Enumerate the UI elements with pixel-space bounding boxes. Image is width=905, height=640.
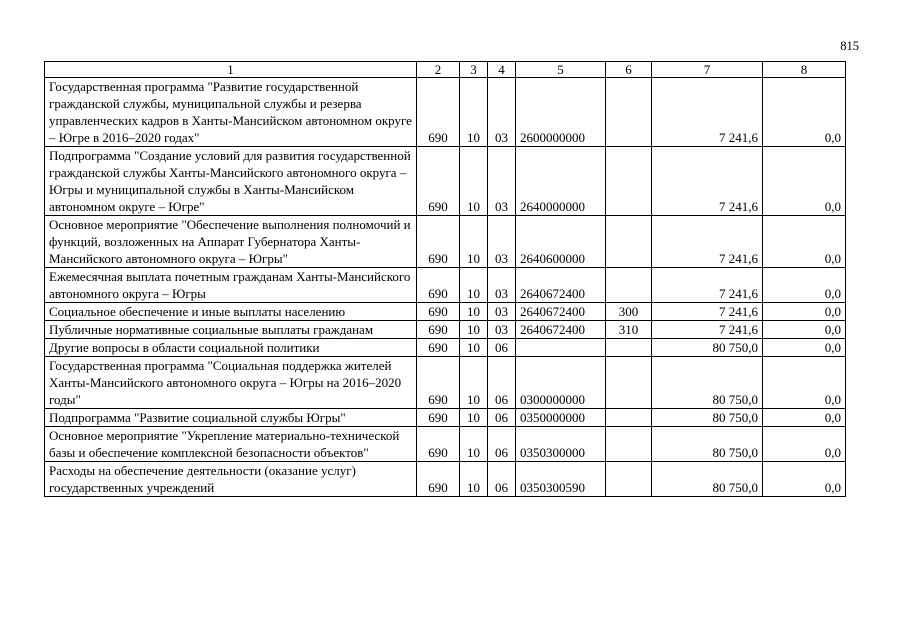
cell-admin-code: 690 — [417, 462, 460, 497]
row-name: Расходы на обеспечение деятельности (оказание услуг) государственных учреждений — [45, 462, 417, 497]
column-header: 8 — [763, 62, 846, 78]
cell-subsection: 03 — [488, 303, 516, 321]
table-row — [45, 462, 846, 497]
cell-section: 10 — [460, 147, 488, 216]
cell-amount: 7 241,6 — [652, 216, 763, 268]
cell-amount: 7 241,6 — [652, 303, 763, 321]
cell-subsection: 03 — [488, 268, 516, 303]
row-name: Публичные нормативные социальные выплаты гражданам — [45, 321, 417, 339]
cell-section: 10 — [460, 216, 488, 268]
cell-expense-type — [606, 78, 652, 147]
row-name: Социальное обеспечение и иные выплаты населению — [45, 303, 417, 321]
cell-target-article: 0350300000 — [516, 427, 606, 462]
row-name: Государственная программа "Социальная поддержка жителей Ханты-Мансийского автономного округа – Югры на 2016–2020 годы" — [45, 357, 417, 409]
row-name: Подпрограмма "Развитие социальной службы Югры" — [45, 409, 417, 427]
cell-target-article: 2640672400 — [516, 268, 606, 303]
table-row — [45, 303, 846, 321]
cell-section: 10 — [460, 357, 488, 409]
table-row — [45, 78, 846, 147]
cell-amount: 7 241,6 — [652, 321, 763, 339]
budget-table — [44, 61, 846, 497]
cell-target-article: 2640672400 — [516, 321, 606, 339]
table-row — [45, 216, 846, 268]
table-row — [45, 147, 846, 216]
cell-amount: 80 750,0 — [652, 409, 763, 427]
cell-expense-type — [606, 427, 652, 462]
cell-amount: 7 241,6 — [652, 147, 763, 216]
cell-section: 10 — [460, 303, 488, 321]
row-name: Государственная программа "Развитие государственной гражданской службы, муниципальной службы и резерва управленческих кадров в Ханты-Мансийском автономном округе – Югре в 2016–2020 годах" — [45, 78, 417, 147]
row-name: Ежемесячная выплата почетным гражданам Ханты-Мансийского автономного округа – Югры — [45, 268, 417, 303]
cell-subsection: 03 — [488, 216, 516, 268]
table-row — [45, 339, 846, 357]
cell-amount-federal: 0,0 — [763, 339, 846, 357]
row-name: Основное мероприятие "Обеспечение выполнения полномочий и функций, возложенных на Аппарат Губернатора Ханты-Мансийского автономного округа – Югры" — [45, 216, 417, 268]
column-header: 5 — [516, 62, 606, 78]
cell-subsection: 06 — [488, 339, 516, 357]
cell-expense-type — [606, 462, 652, 497]
cell-target-article — [516, 339, 606, 357]
cell-admin-code: 690 — [417, 409, 460, 427]
column-header: 2 — [417, 62, 460, 78]
cell-subsection: 06 — [488, 427, 516, 462]
cell-expense-type — [606, 268, 652, 303]
cell-admin-code: 690 — [417, 303, 460, 321]
cell-amount-federal: 0,0 — [763, 462, 846, 497]
cell-amount-federal: 0,0 — [763, 427, 846, 462]
cell-amount: 80 750,0 — [652, 357, 763, 409]
column-header: 3 — [460, 62, 488, 78]
cell-subsection: 06 — [488, 409, 516, 427]
cell-expense-type — [606, 216, 652, 268]
cell-target-article: 2640672400 — [516, 303, 606, 321]
cell-target-article: 0350300590 — [516, 462, 606, 497]
cell-expense-type: 300 — [606, 303, 652, 321]
cell-subsection: 03 — [488, 321, 516, 339]
cell-subsection: 03 — [488, 147, 516, 216]
cell-admin-code: 690 — [417, 268, 460, 303]
cell-section: 10 — [460, 268, 488, 303]
cell-amount-federal: 0,0 — [763, 268, 846, 303]
header-row — [45, 62, 846, 78]
cell-subsection: 06 — [488, 357, 516, 409]
cell-section: 10 — [460, 78, 488, 147]
cell-expense-type — [606, 339, 652, 357]
cell-amount-federal: 0,0 — [763, 216, 846, 268]
column-header: 7 — [652, 62, 763, 78]
cell-expense-type — [606, 147, 652, 216]
cell-section: 10 — [460, 321, 488, 339]
table-row — [45, 427, 846, 462]
cell-expense-type — [606, 357, 652, 409]
cell-target-article: 2640000000 — [516, 147, 606, 216]
cell-section: 10 — [460, 339, 488, 357]
column-header: 1 — [45, 62, 417, 78]
cell-admin-code: 690 — [417, 321, 460, 339]
cell-expense-type: 310 — [606, 321, 652, 339]
cell-admin-code: 690 — [417, 339, 460, 357]
table-row — [45, 268, 846, 303]
cell-admin-code: 690 — [417, 78, 460, 147]
cell-amount-federal: 0,0 — [763, 303, 846, 321]
cell-subsection: 03 — [488, 78, 516, 147]
cell-section: 10 — [460, 409, 488, 427]
row-name: Другие вопросы в области социальной политики — [45, 339, 417, 357]
cell-admin-code: 690 — [417, 357, 460, 409]
cell-amount: 80 750,0 — [652, 462, 763, 497]
cell-admin-code: 690 — [417, 147, 460, 216]
cell-expense-type — [606, 409, 652, 427]
cell-amount: 80 750,0 — [652, 427, 763, 462]
row-name: Подпрограмма "Создание условий для развития государственной гражданской службы Ханты-Мансийского автономного округа – Югры и муниципальной службы в Ханты-Мансийском автономном округе – Югре" — [45, 147, 417, 216]
cell-target-article: 2640600000 — [516, 216, 606, 268]
row-name: Основное мероприятие "Укрепление материально-технической базы и обеспечение комплексной безопасности объектов" — [45, 427, 417, 462]
page-number: 815 — [840, 39, 859, 53]
cell-amount-federal: 0,0 — [763, 321, 846, 339]
table-row — [45, 357, 846, 409]
cell-amount: 80 750,0 — [652, 339, 763, 357]
column-header: 4 — [488, 62, 516, 78]
cell-subsection: 06 — [488, 462, 516, 497]
cell-amount: 7 241,6 — [652, 268, 763, 303]
cell-amount-federal: 0,0 — [763, 78, 846, 147]
cell-amount: 7 241,6 — [652, 78, 763, 147]
cell-target-article: 2600000000 — [516, 78, 606, 147]
cell-target-article: 0350000000 — [516, 409, 606, 427]
table-row — [45, 321, 846, 339]
cell-admin-code: 690 — [417, 427, 460, 462]
cell-admin-code: 690 — [417, 216, 460, 268]
cell-amount-federal: 0,0 — [763, 357, 846, 409]
cell-section: 10 — [460, 427, 488, 462]
cell-target-article: 0300000000 — [516, 357, 606, 409]
table-row — [45, 409, 846, 427]
column-header: 6 — [606, 62, 652, 78]
cell-amount-federal: 0,0 — [763, 147, 846, 216]
cell-section: 10 — [460, 462, 488, 497]
cell-amount-federal: 0,0 — [763, 409, 846, 427]
